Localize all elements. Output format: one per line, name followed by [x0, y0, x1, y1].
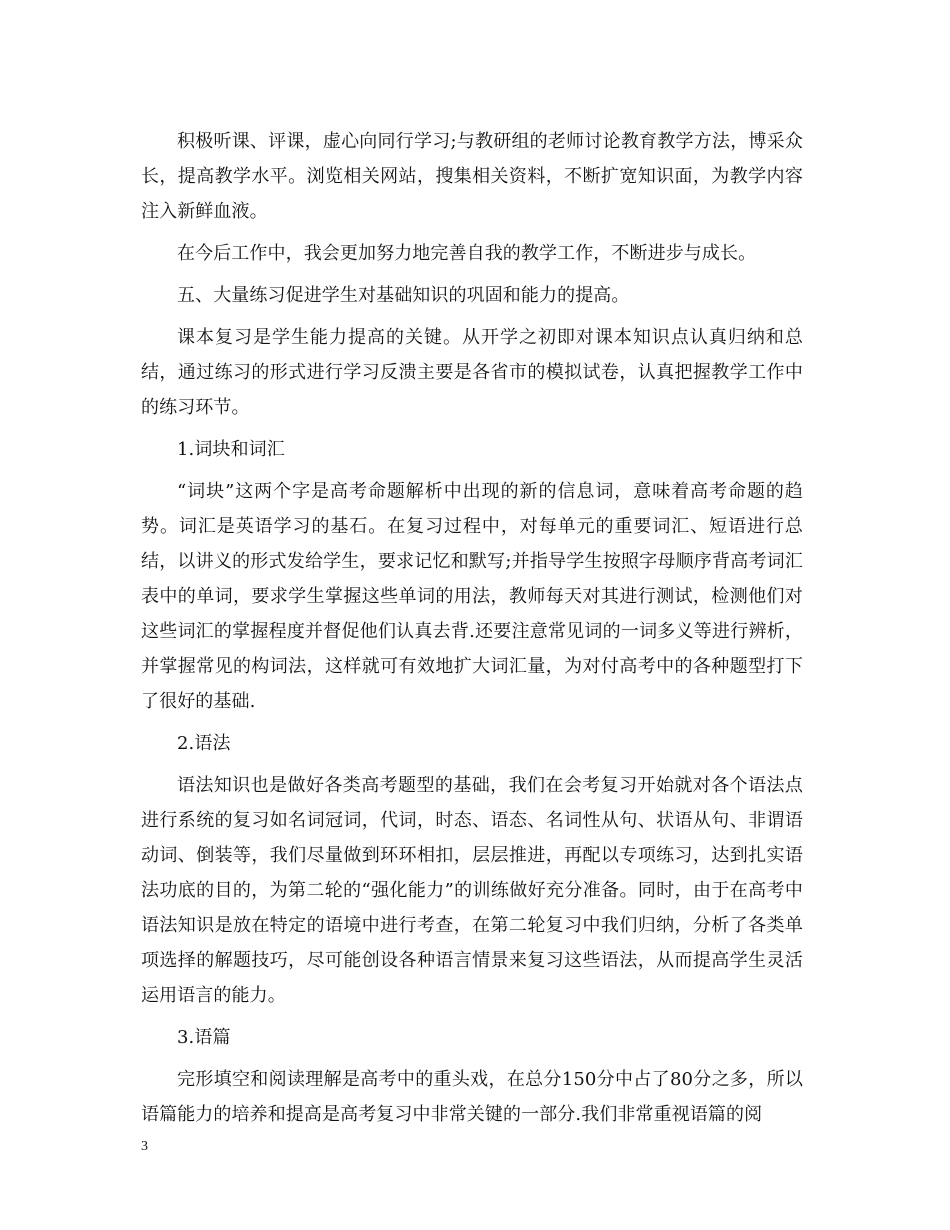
paragraph-vocabulary: “词块”这两个字是高考命题解析中出现的新的信息词，意味着高考命题的趋势。词汇是英语学习的基石。在复习过程中，对每单元的重要词汇、短语进行总结，以讲义的形式发给学生，要求记忆和默写;并指导学生按照字母顺序背高考词汇表中的单词，要求学生掌握这些单词的用法，教师每天对其进行测试，检测他们对这些词汇的掌握程度并督促他们认真去背.还要注意常见词的一词多义等进行辨析，并掌握常见的构词法，这样就可有效地扩大词汇量，为对付高考中的各种题型打下了很好的基础.: [141, 481, 803, 712]
subheading-vocabulary: 1.词块和词汇: [177, 439, 285, 460]
paragraph-grammar: 语法知识也是做好各类高考题型的基础，我们在会考复习开始就对各个语法点进行系统的复习如名词冠词，代词，时态、语态、名词性从句、状语从句、非谓语动词、倒装等，我们尽量做到环环相扣，层层推进，再配以专项练习，达到扎实语法功底的目的，为第二轮的“强化能力”的训练做好充分准备。同时，由于在高考中语法知识是放在特定的语境中进行考查，在第二轮复习中我们归纳，分析了各类单项选择的解题技巧，尽可能创设各种语言情景来复习这些语法，从而提高学生灵活运用语言的能力。: [141, 775, 803, 1006]
paragraph-future-work: 在今后工作中，我会更加努力地完善自我的教学工作，不断进步与成长。: [177, 243, 757, 264]
document-body: [141, 124, 803, 1139]
subheading-grammar: 2.语法: [177, 733, 231, 754]
paragraph-teaching-exchange: 积极听课、评课，虚心向同行学习;与教研组的老师讨论教育教学方法，博采众长，提高教学水平。浏览相关网站，搜集相关资料，不断扩宽知识面，为教学内容注入新鲜血液。: [141, 131, 803, 222]
section-heading-practice: 五、大量练习促进学生对基础知识的巩固和能力的提高。: [177, 285, 630, 306]
paragraph-discourse: 完形填空和阅读理解是高考中的重头戏，在总分150分中占了80分之多，所以语篇能力的培养和提高是高考复习中非常关键的一部分.我们非常重视语篇的阅: [141, 1069, 803, 1125]
page-number: 3: [141, 1139, 148, 1154]
paragraph-textbook-review: 课本复习是学生能力提高的关键。从开学之初即对课本知识点认真归纳和总结，通过练习的形式进行学习反溃主要是各省市的模拟试卷，认真把握教学工作中的练习环节。: [141, 327, 803, 418]
subheading-discourse: 3.语篇: [177, 1027, 231, 1048]
